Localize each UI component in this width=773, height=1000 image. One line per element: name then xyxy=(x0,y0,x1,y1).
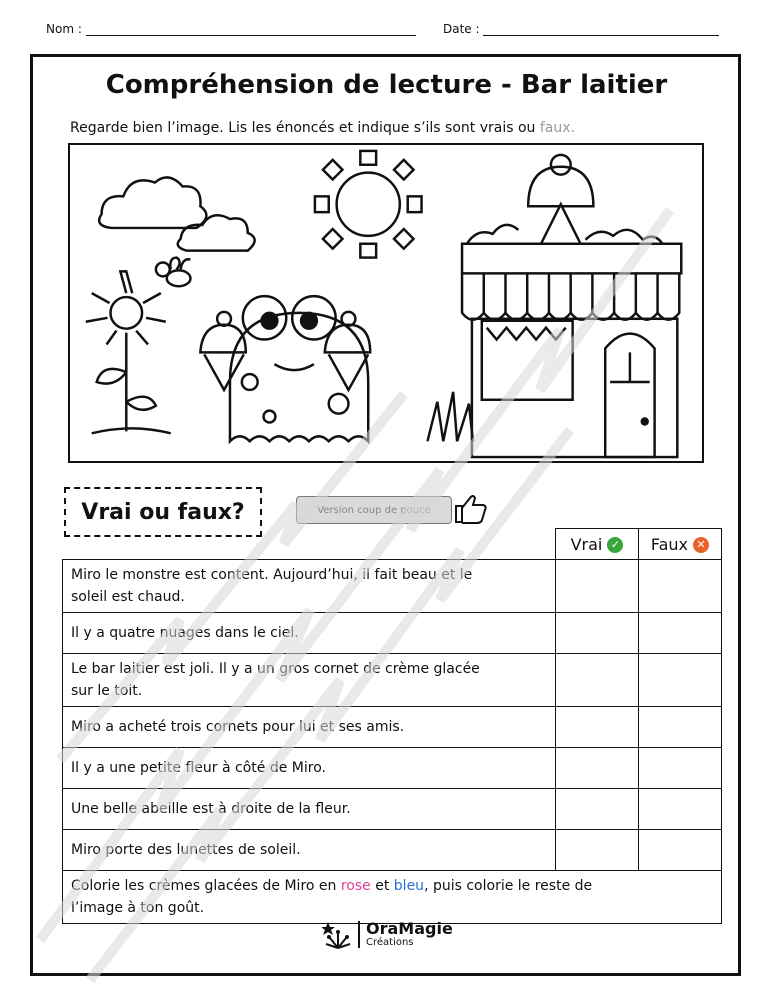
false-answer-box[interactable] xyxy=(639,707,722,748)
coloring-instruction-line-2: l’image à ton goût. xyxy=(71,900,205,916)
name-label: Nom : xyxy=(46,22,82,36)
monster-shape xyxy=(230,296,368,441)
cross-icon: ✕ xyxy=(693,537,709,553)
date-field[interactable] xyxy=(483,23,719,36)
check-icon: ✓ xyxy=(607,537,623,553)
statement-cell xyxy=(63,748,556,789)
scene-illustration xyxy=(68,143,704,463)
grass-shape xyxy=(427,392,472,441)
true-answer-box[interactable] xyxy=(556,830,639,871)
false-answer-box[interactable] xyxy=(639,789,722,830)
true-false-table xyxy=(62,528,722,924)
true-answer-box[interactable] xyxy=(556,707,639,748)
bee-shape xyxy=(156,258,191,287)
table-row xyxy=(63,748,722,789)
coloring-text: , puis colorie le reste de xyxy=(424,878,593,894)
coloring-instruction-cell xyxy=(63,871,722,924)
true-answer-box[interactable] xyxy=(556,613,639,654)
table-row xyxy=(63,707,722,748)
table-corner xyxy=(63,529,556,560)
false-answer-box[interactable] xyxy=(639,613,722,654)
ice-cream-shop-shape xyxy=(462,155,681,457)
true-answer-box[interactable] xyxy=(556,654,639,707)
statement-cell xyxy=(63,654,556,707)
color-word-blue: bleu xyxy=(393,878,425,894)
brand-name: OraMagie xyxy=(366,918,453,938)
statement-line: soleil est chaud. xyxy=(71,589,185,605)
table-row xyxy=(63,830,722,871)
true-answer-box[interactable] xyxy=(556,748,639,789)
statement-cell xyxy=(63,707,556,748)
statement-line: Une belle abeille est à droite de la fleur. xyxy=(71,801,351,817)
statement-line: Miro le monstre est content. Aujourd’hui, il fait beau et le xyxy=(71,567,473,583)
statement-cell xyxy=(63,613,556,654)
statement-line: Le bar laitier est joli. Il y a un gros cornet de crème glacée xyxy=(71,661,480,677)
table-row-final-instruction xyxy=(63,871,722,924)
statement-cell xyxy=(63,789,556,830)
section-heading: Vrai ou faux? xyxy=(64,487,262,537)
table-row xyxy=(63,613,722,654)
hint-version-button[interactable]: Version coup de pouce xyxy=(296,496,452,524)
statement-line: sur le toit. xyxy=(71,683,143,699)
coloring-instruction-line-1 xyxy=(71,875,713,897)
brand-text xyxy=(358,918,453,948)
col-header-false xyxy=(639,529,722,560)
statement-line: Miro a acheté trois cornets pour lui et ses amis. xyxy=(71,719,405,735)
instructions-text: Regarde bien l’image. Lis les énoncés et indique s’ils sont vrais ou xyxy=(70,120,536,136)
table-row xyxy=(63,560,722,613)
cloud-shape xyxy=(178,215,255,250)
sun-shape xyxy=(337,173,400,236)
ice-cream-cone-left-shape xyxy=(200,312,245,390)
name-line xyxy=(46,22,416,36)
thumbs-up-icon xyxy=(452,490,488,526)
true-answer-box[interactable] xyxy=(556,560,639,613)
cloud-shape xyxy=(99,177,206,228)
false-answer-box[interactable] xyxy=(639,830,722,871)
statement-cell xyxy=(63,830,556,871)
instructions xyxy=(70,120,575,136)
color-word-pink: rose xyxy=(340,878,371,894)
false-answer-box[interactable] xyxy=(639,560,722,613)
col-header-true xyxy=(556,529,639,560)
sun-rays-shape xyxy=(315,151,422,258)
table-row xyxy=(63,654,722,707)
sunflower-shape xyxy=(86,271,171,433)
date-label: Date : xyxy=(443,22,480,36)
col-true-label: Vrai xyxy=(570,534,603,554)
col-false-label: Faux xyxy=(650,534,689,554)
brand-logo xyxy=(322,918,453,950)
statement-cell xyxy=(63,560,556,613)
scene-drawing xyxy=(70,145,702,461)
coloring-text: Colorie les crèmes glacées de Miro en xyxy=(71,878,337,894)
fireworks-icon xyxy=(322,918,354,950)
true-answer-box[interactable] xyxy=(556,789,639,830)
statement-line: Il y a une petite fleur à côté de Miro. xyxy=(71,760,326,776)
date-line xyxy=(443,22,719,36)
false-answer-box[interactable] xyxy=(639,748,722,789)
statement-line: Miro porte des lunettes de soleil. xyxy=(71,842,301,858)
instructions-faded-text: faux. xyxy=(539,120,575,136)
statement-line: Il y a quatre nuages dans le ciel. xyxy=(71,625,299,641)
false-answer-box[interactable] xyxy=(639,654,722,707)
table-row xyxy=(63,789,722,830)
name-field[interactable] xyxy=(86,23,416,36)
page-title: Compréhension de lecture - Bar laitier xyxy=(105,70,668,100)
brand-subtitle: Créations xyxy=(366,936,414,948)
coloring-text: et xyxy=(375,878,390,894)
